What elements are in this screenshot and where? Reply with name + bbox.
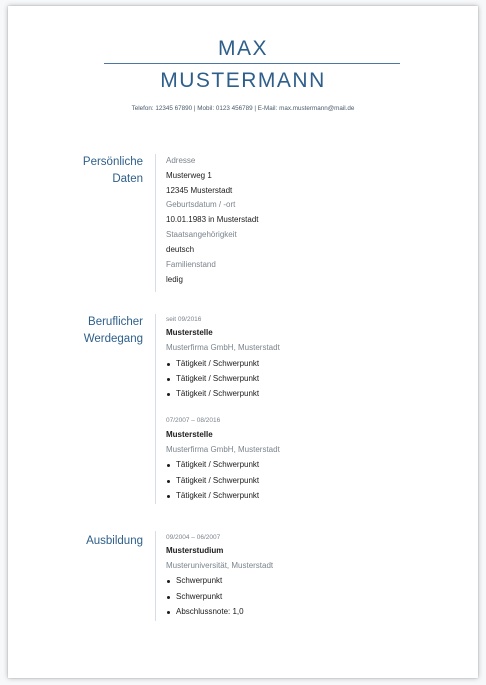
address-label: Adresse — [166, 156, 196, 165]
birth-value: 10.01.1983 in Musterstadt — [166, 215, 259, 224]
education-date: 09/2004 – 06/2007 — [166, 534, 221, 541]
bullet-icon — [167, 393, 170, 396]
job-date: seit 09/2016 — [166, 316, 202, 323]
nationality-label: Staatsangehörigkeit — [166, 230, 237, 239]
section-divider-career — [155, 314, 156, 504]
header-rule — [104, 63, 400, 64]
job-date: 07/2007 – 08/2016 — [166, 417, 221, 424]
first-name: MAX — [217, 37, 268, 60]
education-institution: Musteruniversität, Musterstadt — [166, 561, 274, 570]
job-task: Tätigkeit / Schwerpunkt — [176, 476, 260, 485]
section-title-education: Ausbildung — [86, 535, 143, 547]
nationality-value: deutsch — [166, 245, 195, 254]
address-city: 12345 Musterstadt — [166, 186, 233, 195]
bullet-icon — [167, 611, 170, 614]
bullet-icon — [167, 495, 170, 498]
job-task: Tätigkeit / Schwerpunkt — [176, 359, 260, 368]
job-company: Musterfirma GmbH, Musterstadt — [166, 445, 280, 454]
bullet-icon — [167, 580, 170, 583]
job-company: Musterfirma GmbH, Musterstadt — [166, 343, 280, 352]
bullet-icon — [167, 464, 170, 467]
job-task: Tätigkeit / Schwerpunkt — [176, 374, 260, 383]
bullet-icon — [167, 378, 170, 381]
job-task: Tätigkeit / Schwerpunkt — [176, 491, 260, 500]
address-street: Musterweg 1 — [166, 171, 212, 180]
job-position: Musterstelle — [166, 328, 213, 337]
job-task: Tätigkeit / Schwerpunkt — [176, 460, 260, 469]
section-title-career-line1: Beruflicher — [88, 316, 143, 328]
job-position: Musterstelle — [166, 430, 213, 439]
section-divider-education — [155, 531, 156, 621]
birth-label: Geburtsdatum / -ort — [166, 200, 236, 209]
section-title-career-line2: Werdegang — [83, 333, 143, 345]
bullet-icon — [167, 596, 170, 599]
bullet-icon — [167, 363, 170, 366]
section-title-personal-line1: Persönliche — [82, 156, 143, 168]
contact-line: Telefon: 12345 67890 | Mobil: 0123 456789 | E-Mail: max.mustermann@mail.de — [131, 105, 355, 112]
education-item: Schwerpunkt — [176, 576, 223, 585]
job-task: Tätigkeit / Schwerpunkt — [176, 389, 260, 398]
last-name: MUSTERMANN — [160, 69, 326, 92]
section-divider-personal — [155, 154, 156, 292]
marital-value: ledig — [166, 275, 183, 284]
education-item: Abschlussnote: 1,0 — [176, 607, 244, 616]
bullet-icon — [167, 480, 170, 483]
education-degree: Musterstudium — [166, 546, 224, 555]
marital-label: Familienstand — [166, 260, 216, 269]
education-item: Schwerpunkt — [176, 592, 223, 601]
section-title-personal-line2: Daten — [112, 173, 143, 185]
